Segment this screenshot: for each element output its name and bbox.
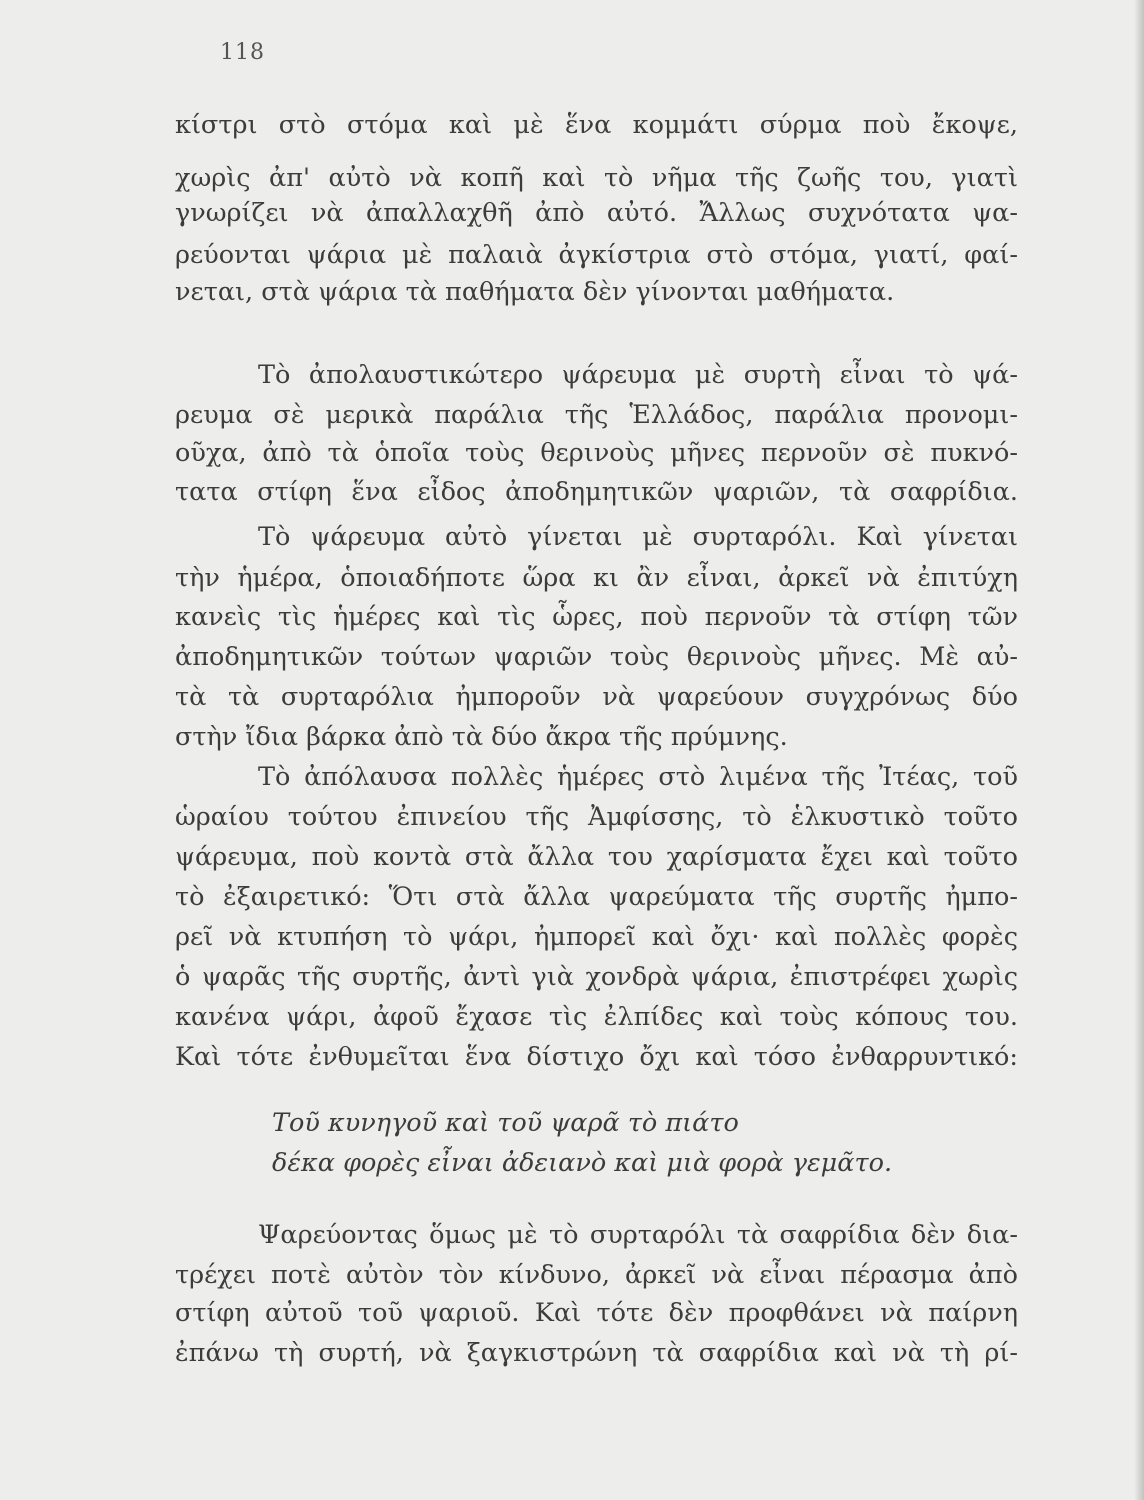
- verse-line: Τοῦ κυνηγοῦ καὶ τοῦ ψαρᾶ τὸ πιάτο: [272, 1108, 739, 1138]
- page-edge-shadow: [1134, 0, 1144, 1500]
- text-line: τρέχει ποτὲ αὐτὸν τὸν κίνδυνο, ἀρκεῖ νὰ εἶναι πέρασμα ἀπὸ: [175, 1260, 1018, 1290]
- text-line: ὁ ψαρᾶς τῆς συρτῆς, ἀντὶ γιὰ χονδρὰ ψάρια, ἐπιστρέφει χωρὶς: [175, 962, 1018, 992]
- verse-line: δέκα φορὲς εἶναι ἀδειανὸ καὶ μιὰ φορὰ γεμᾶτο.: [272, 1148, 893, 1178]
- text-line: ἐπάνω τὴ συρτή, νὰ ξαγκιστρώνη τὰ σαφρίδια καὶ νὰ τὴ ρί-: [175, 1338, 1018, 1368]
- text-line: ρεῖ νὰ κτυπήση τὸ ψάρι, ἠμπορεῖ καὶ ὄχι· καὶ πολλὲς φορὲς: [175, 922, 1018, 952]
- text-line: οῦχα, ἀπὸ τὰ ὁποῖα τοὺς θερινοὺς μῆνες περνοῦν σὲ πυκνό-: [175, 438, 1018, 468]
- text-line: νεται, στὰ ψάρια τὰ παθήματα δὲν γίνονται μαθήματα.: [175, 277, 895, 307]
- text-line: ρευμα σὲ μερικὰ παράλια τῆς Ἑλλάδος, παράλια προνομι-: [175, 400, 1018, 430]
- text-line: Τὸ ἀπολαυστικώτερο ψάρευμα μὲ συρτὴ εἶναι τὸ ψά-: [258, 360, 1018, 390]
- page-number: 118: [220, 40, 265, 65]
- text-line: ὡραίου τούτου ἐπινείου τῆς Ἀμφίσσης, τὸ ἑλκυστικὸ τοῦτο: [175, 802, 1018, 832]
- text-line: ρεύονται ψάρια μὲ παλαιὰ ἀγκίστρια στὸ στόμα, γιατί, φαί-: [175, 240, 1018, 270]
- text-line: Τὸ ψάρευμα αὐτὸ γίνεται μὲ συρταρόλι. Καὶ γίνεται: [258, 522, 1018, 552]
- text-line: Καὶ τότε ἐνθυμεῖται ἕνα δίστιχο ὄχι καὶ τόσο ἐνθαρρυντικό:: [175, 1042, 1018, 1072]
- text-line: στίφη αὐτοῦ τοῦ ψαριοῦ. Καὶ τότε δὲν προφθάνει νὰ παίρνη: [175, 1298, 1018, 1328]
- text-line: κίστρι στὸ στόμα καὶ μὲ ἕνα κομμάτι σύρμα ποὺ ἔκοψε,: [175, 110, 1018, 140]
- text-line: τατα στίφη ἕνα εἶδος ἀποδημητικῶν ψαριῶν, τὰ σαφρίδια.: [175, 477, 1018, 507]
- text-line: τὴν ἡμέρα, ὁποιαδήποτε ὥρα κι ἂν εἶναι, ἀρκεῖ νὰ ἐπιτύχη: [175, 563, 1018, 593]
- text-line: Τὸ ἀπόλαυσα πολλὲς ἡμέρες στὸ λιμένα τῆς Ἰτέας, τοῦ: [258, 762, 1018, 792]
- text-line: κανένα ψάρι, ἀφοῦ ἔχασε τὶς ἐλπίδες καὶ τοὺς κόπους του.: [175, 1002, 1018, 1032]
- text-line: γνωρίζει νὰ ἀπαλλαχθῆ ἀπὸ αὐτό. Ἄλλως συχνότατα ψα-: [175, 198, 1018, 228]
- text-line: τὸ ἐξαιρετικό: Ὅτι στὰ ἄλλα ψαρεύματα τῆς συρτῆς ἠμπο-: [175, 882, 1018, 912]
- text-line: ψάρευμα, ποὺ κοντὰ στὰ ἄλλα του χαρίσματα ἔχει καὶ τοῦτο: [175, 842, 1018, 872]
- text-line: ἀποδημητικῶν τούτων ψαριῶν τοὺς θερινοὺς μῆνες. Μὲ αὐ-: [175, 642, 1018, 672]
- text-line: τὰ τὰ συρταρόλια ἠμποροῦν νὰ ψαρεύουν συγχρόνως δύο: [175, 682, 1018, 712]
- text-line: χωρὶς ἀπ' αὐτὸ νὰ κοπῆ καὶ τὸ νῆμα τῆς ζωῆς του, γιατὶ: [175, 163, 1018, 193]
- text-line: κανεὶς τὶς ἡμέρες καὶ τὶς ὧρες, ποὺ περνοῦν τὰ στίφη τῶν: [175, 602, 1018, 632]
- text-line: στὴν ἴδια βάρκα ἀπὸ τὰ δύο ἄκρα τῆς πρύμνης.: [175, 722, 788, 752]
- text-line: Ψαρεύοντας ὅμως μὲ τὸ συρταρόλι τὰ σαφρίδια δὲν δια-: [258, 1220, 1018, 1250]
